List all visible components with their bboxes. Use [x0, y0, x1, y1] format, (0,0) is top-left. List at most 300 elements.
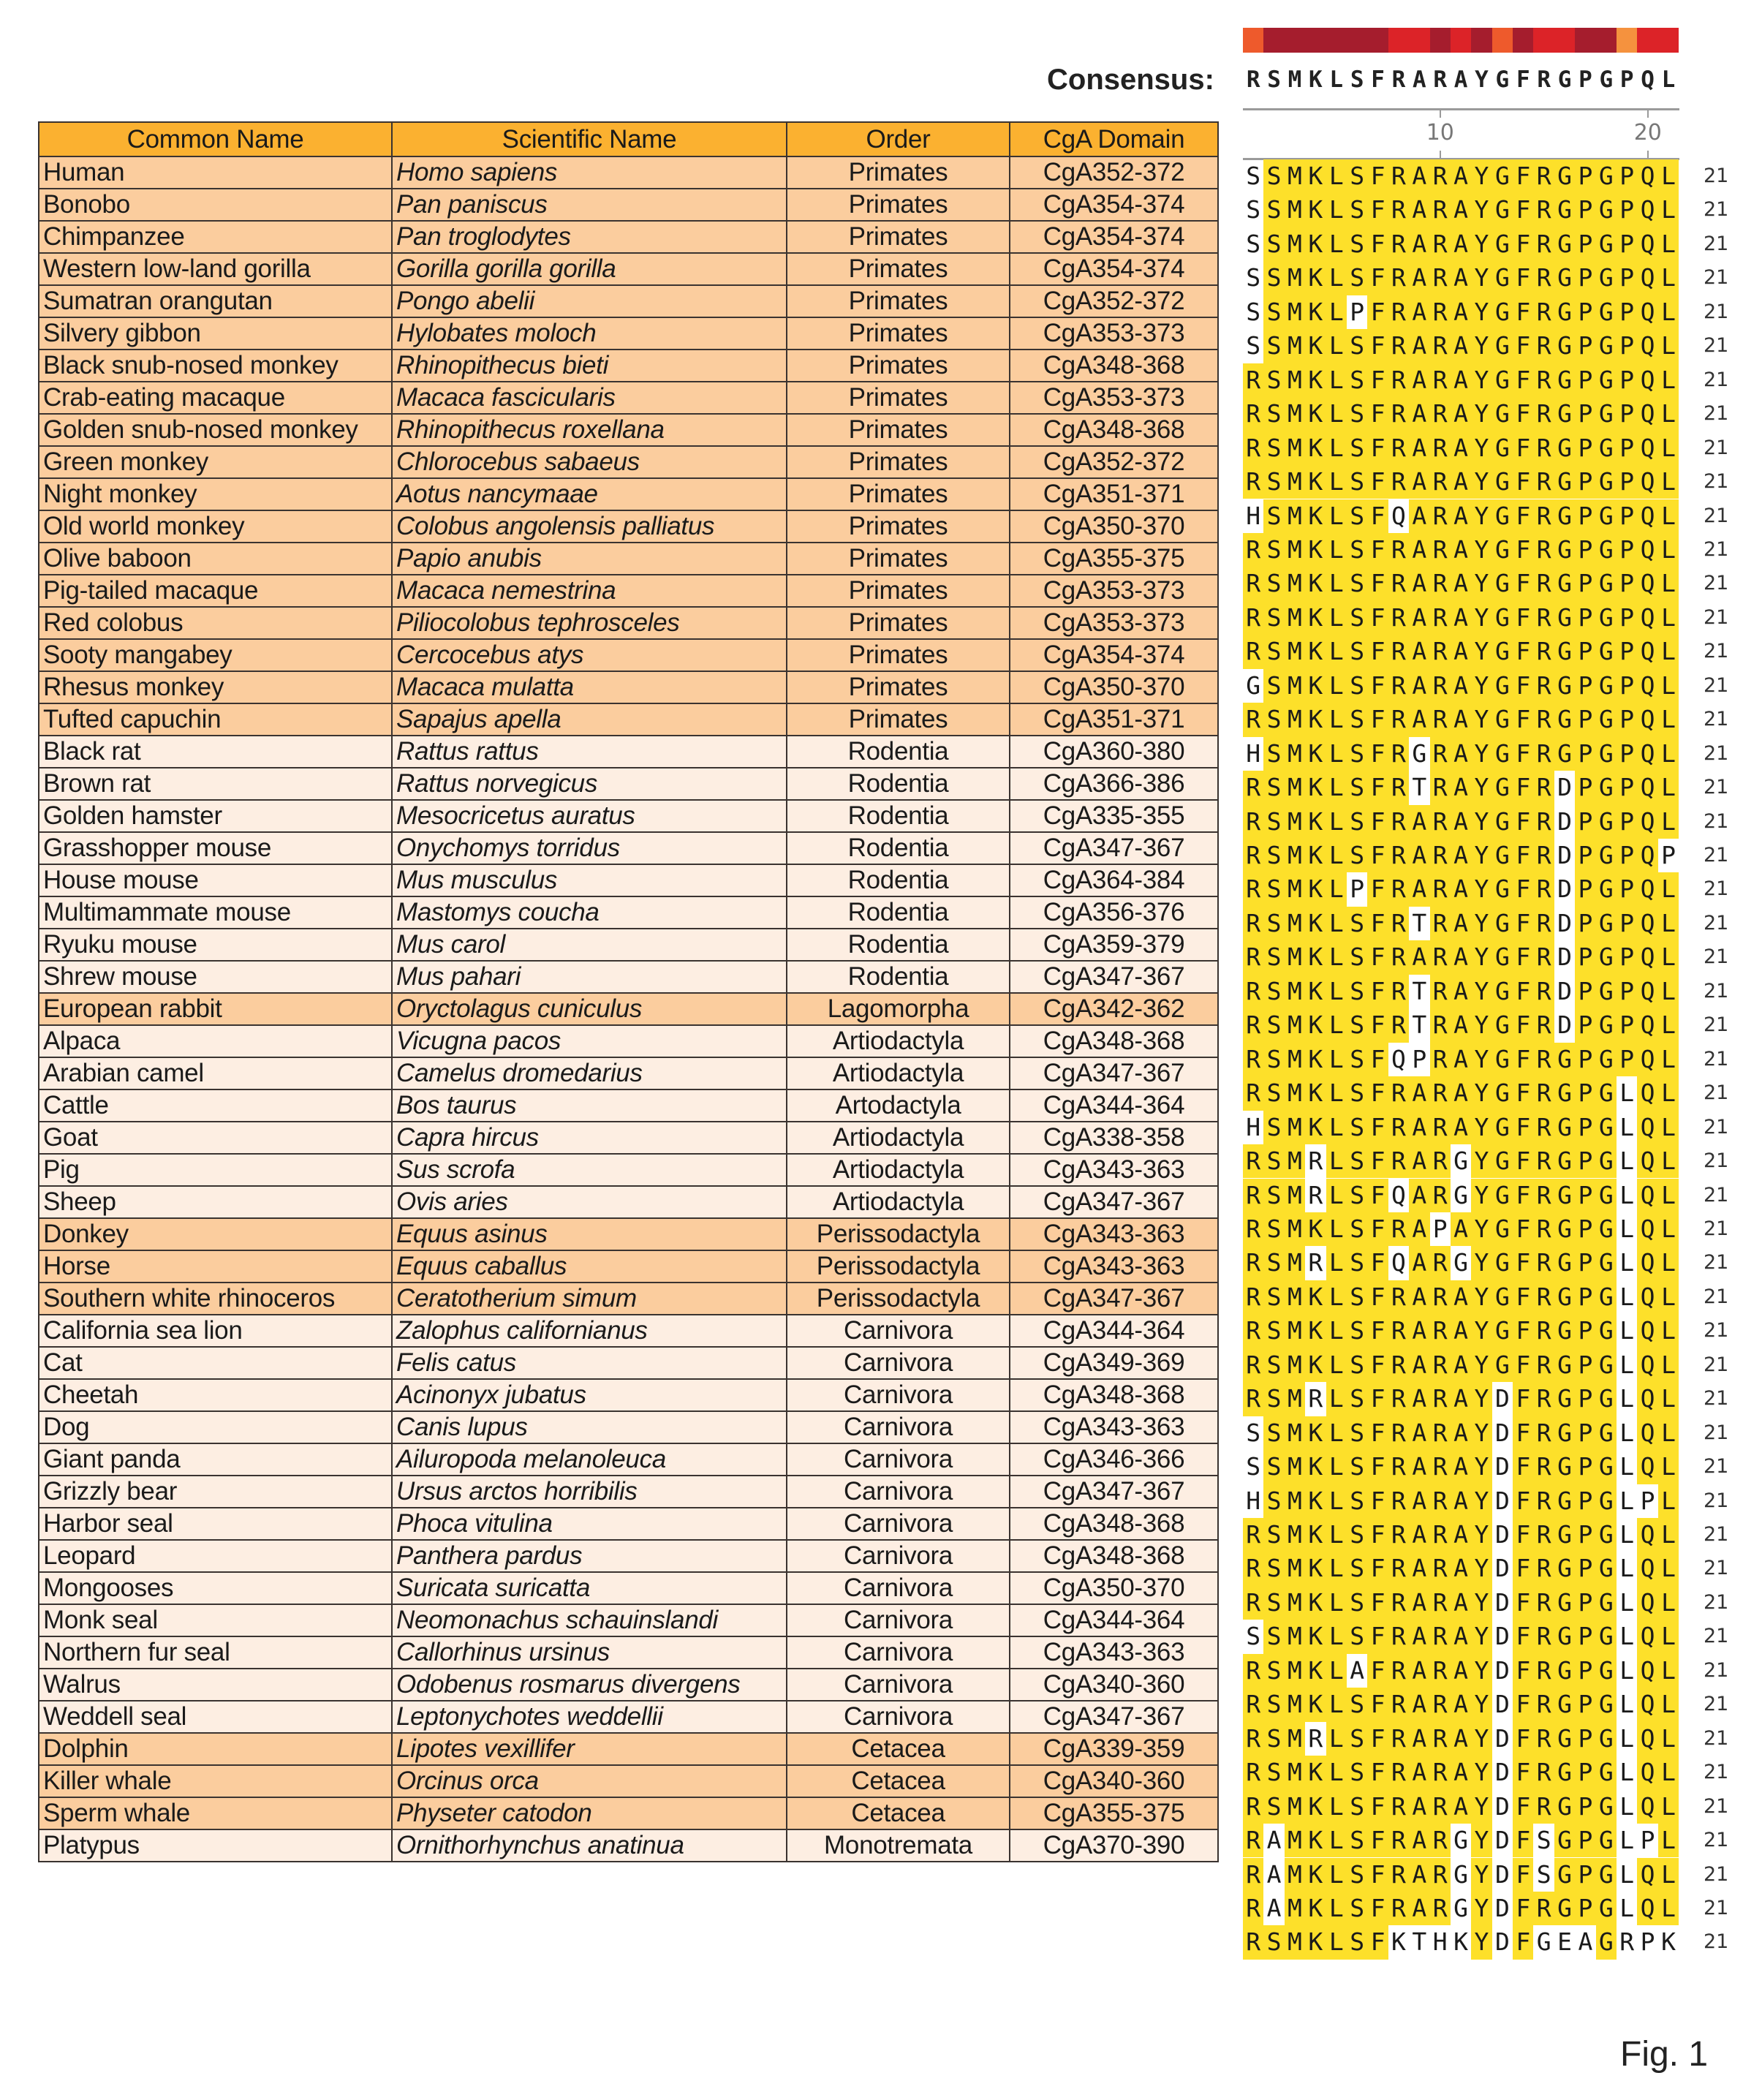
residue-match: Q: [1637, 1179, 1657, 1212]
residue-match: G: [1596, 1144, 1617, 1178]
residue-match: R: [1430, 1688, 1451, 1721]
residue-match: Y: [1471, 1450, 1491, 1484]
residue-variant: L: [1619, 1690, 1635, 1719]
consensus-residue: L: [1661, 67, 1676, 93]
cell-common-name: Walrus: [39, 1669, 392, 1701]
cell-common-name: Western low-land gorilla: [39, 253, 392, 285]
residue-match: S: [1263, 1111, 1284, 1144]
residue-variant: Q: [1391, 1248, 1406, 1277]
residue-match: S: [1263, 1450, 1284, 1484]
residue-match: A: [1451, 329, 1471, 363]
residue-match: Y: [1471, 1892, 1491, 1925]
residue-match: A: [1409, 805, 1429, 839]
residue-match: R: [1243, 1043, 1263, 1076]
residue-match: L: [1326, 1688, 1347, 1721]
residue-match: L: [1658, 1348, 1679, 1382]
residue-match: L: [1326, 1144, 1347, 1178]
residue-match: R: [1388, 1586, 1409, 1620]
table-row: [39, 1154, 1218, 1186]
residue-match: K: [1305, 669, 1326, 703]
residue-match: F: [1513, 397, 1533, 431]
residue-match: S: [1347, 635, 1367, 668]
cell-cga-domain: CgA343-363: [1010, 1636, 1218, 1669]
sequence-length: 21: [1704, 402, 1729, 426]
residue-match: P: [1617, 805, 1637, 839]
residue-match: R: [1533, 159, 1554, 193]
residue-match: Y: [1471, 295, 1491, 329]
cell-scientific-name: Gorilla gorilla gorilla: [392, 253, 787, 285]
residue-match: Q: [1637, 1892, 1657, 1925]
residue-variant: P: [1432, 1214, 1448, 1243]
residue-match: R: [1533, 703, 1554, 736]
residue-match: A: [1451, 1586, 1471, 1620]
residue-match: G: [1492, 940, 1513, 974]
cell-cga-domain: CgA347-367: [1010, 961, 1218, 993]
residue-match: S: [1347, 1756, 1367, 1789]
residue-variant: T: [1412, 1011, 1427, 1040]
residue-match: A: [1409, 635, 1429, 668]
header-cga-domain: CgA Domain: [1010, 122, 1218, 156]
residue-match: F: [1513, 261, 1533, 295]
residue-match: S: [1347, 1620, 1367, 1653]
table-row: [39, 478, 1218, 510]
residue-match: A: [1409, 397, 1429, 431]
residue-match: Y: [1471, 1416, 1491, 1450]
cell-cga-domain: CgA340-360: [1010, 1669, 1218, 1701]
residue-match: A: [1409, 193, 1429, 227]
residue-match: L: [1658, 295, 1679, 329]
residue-match: R: [1430, 1824, 1451, 1857]
residue-match: G: [1492, 669, 1513, 703]
residue-match: Q: [1637, 1552, 1657, 1585]
residue-match: R: [1388, 1416, 1409, 1450]
residue-variant: D: [1557, 807, 1572, 836]
cell-cga-domain: CgA348-368: [1010, 350, 1218, 382]
residue-match: R: [1533, 839, 1554, 872]
residue-match: A: [1409, 159, 1429, 193]
alignment-row: [1243, 1043, 1679, 1076]
residue-match: S: [1347, 1925, 1367, 1959]
residue-match: S: [1263, 1280, 1284, 1314]
header-order: Order: [787, 122, 1010, 156]
residue-match: G: [1492, 431, 1513, 465]
cell-common-name: Weddell seal: [39, 1701, 392, 1733]
residue-match: A: [1451, 1722, 1471, 1756]
residue-match: G: [1554, 1722, 1575, 1756]
residue-match: G: [1554, 1076, 1575, 1110]
residue-match: L: [1658, 1518, 1679, 1552]
residue-variant: A: [1266, 1893, 1282, 1922]
residue-match: Q: [1637, 1076, 1657, 1110]
residue-match: G: [1492, 1212, 1513, 1246]
residue-match: A: [1451, 295, 1471, 329]
residue-match: A: [1451, 1043, 1471, 1076]
cell-common-name: Chimpanzee: [39, 221, 392, 253]
cell-order: Primates: [787, 350, 1010, 382]
residue-match: A: [1409, 1111, 1429, 1144]
residue-match: G: [1492, 329, 1513, 363]
residue-match: G: [1492, 499, 1513, 533]
residue-match: S: [1263, 295, 1284, 329]
residue-match: A: [1451, 839, 1471, 872]
residue-variant: T: [1412, 773, 1427, 802]
alignment-row: [1243, 1892, 1679, 1925]
residue-variant: D: [1494, 1520, 1510, 1549]
cell-common-name: Dog: [39, 1411, 392, 1443]
cell-common-name: Silvery gibbon: [39, 317, 392, 350]
residue-match: F: [1367, 1179, 1388, 1212]
residue-match: R: [1430, 363, 1451, 397]
residue-match: M: [1285, 1416, 1305, 1450]
residue-variant: S: [1246, 263, 1261, 292]
residue-match: M: [1285, 1246, 1305, 1280]
cell-order: Primates: [787, 253, 1010, 285]
residue-match: F: [1513, 1179, 1533, 1212]
residue-match: G: [1596, 1756, 1617, 1789]
residue-match: A: [1451, 1790, 1471, 1824]
residue-match: F: [1367, 1314, 1388, 1348]
table-row: [39, 543, 1218, 575]
residue-variant: L: [1619, 1758, 1635, 1787]
residue-match: F: [1367, 737, 1388, 771]
residue-match: Q: [1637, 1858, 1657, 1892]
residue-match: A: [1409, 940, 1429, 974]
residue-match: S: [1263, 805, 1284, 839]
alignment-row: [1243, 1008, 1679, 1042]
consensus-residue: A: [1453, 67, 1468, 93]
residue-match: M: [1285, 227, 1305, 261]
residue-variant: D: [1557, 943, 1572, 972]
residue-match: Q: [1637, 397, 1657, 431]
residue-match: F: [1513, 1111, 1533, 1144]
residue-match: L: [1326, 1008, 1347, 1042]
residue-match: S: [1263, 737, 1284, 771]
residue-match: P: [1575, 1620, 1595, 1653]
cell-common-name: California sea lion: [39, 1315, 392, 1347]
sequence-length: 21: [1704, 300, 1729, 323]
residue-match: R: [1430, 1416, 1451, 1450]
cell-order: Carnivora: [787, 1508, 1010, 1540]
residue-match: R: [1430, 1892, 1451, 1925]
residue-match: G: [1596, 635, 1617, 668]
residue-variant: L: [1619, 1587, 1635, 1617]
residue-match: K: [1305, 465, 1326, 499]
cell-cga-domain: CgA351-371: [1010, 703, 1218, 736]
residue-match: R: [1388, 1212, 1409, 1246]
residue-match: R: [1430, 1790, 1451, 1824]
residue-match: G: [1554, 1450, 1575, 1484]
residue-match: G: [1554, 1416, 1575, 1450]
residue-match: S: [1263, 940, 1284, 974]
alignment-row: [1243, 1450, 1679, 1484]
residue-match: S: [1263, 261, 1284, 295]
residue-match: F: [1513, 737, 1533, 771]
residue-match: F: [1367, 431, 1388, 465]
cell-common-name: Leopard: [39, 1540, 392, 1572]
conservation-cell: [1451, 28, 1471, 53]
residue-match: L: [1326, 1043, 1347, 1076]
residue-match: M: [1285, 1484, 1305, 1518]
residue-match: F: [1513, 907, 1533, 940]
residue-match: K: [1305, 533, 1326, 567]
residue-match: L: [1658, 1144, 1679, 1178]
residue-match: F: [1367, 261, 1388, 295]
residue-match: G: [1554, 1620, 1575, 1653]
residue-match: M: [1285, 839, 1305, 872]
residue-match: R: [1430, 907, 1451, 940]
residue-match: P: [1575, 1824, 1595, 1857]
residue-variant: K: [1661, 1927, 1676, 1957]
residue-match: P: [1617, 363, 1637, 397]
residue-match: R: [1243, 567, 1263, 600]
residue-match: K: [1305, 1925, 1326, 1959]
residue-match: R: [1533, 940, 1554, 974]
residue-match: M: [1285, 1450, 1305, 1484]
residue-match: A: [1451, 397, 1471, 431]
residue-variant: D: [1494, 1418, 1510, 1447]
sequence-length: 21: [1704, 1794, 1729, 1818]
cell-scientific-name: Phoca vitulina: [392, 1508, 787, 1540]
residue-match: S: [1347, 1552, 1367, 1585]
residue-match: Y: [1471, 1212, 1491, 1246]
cell-scientific-name: Mus pahari: [392, 961, 787, 993]
table-row: [39, 993, 1218, 1025]
residue-match: S: [1263, 635, 1284, 668]
residue-match: M: [1285, 1179, 1305, 1212]
residue-match: L: [1326, 1246, 1347, 1280]
residue-match: L: [1658, 363, 1679, 397]
residue-match: S: [1347, 1076, 1367, 1110]
residue-variant: L: [1619, 1826, 1635, 1855]
sequence-length: 21: [1704, 1625, 1729, 1648]
residue-match: L: [1326, 159, 1347, 193]
residue-match: M: [1285, 261, 1305, 295]
residue-match: A: [1409, 1756, 1429, 1789]
cell-common-name: Horse: [39, 1250, 392, 1283]
residue-match: R: [1430, 1314, 1451, 1348]
residue-variant: L: [1619, 1723, 1635, 1753]
residue-match: G: [1492, 261, 1513, 295]
position-ruler: [1243, 108, 1679, 161]
residue-match: R: [1430, 601, 1451, 635]
residue-match: K: [1305, 397, 1326, 431]
residue-match: M: [1285, 431, 1305, 465]
residue-match: F: [1367, 1416, 1388, 1450]
residue-match: A: [1409, 567, 1429, 600]
residue-match: L: [1326, 1111, 1347, 1144]
residue-match: S: [1263, 1212, 1284, 1246]
residue-match: S: [1347, 601, 1367, 635]
residue-match: L: [1658, 499, 1679, 533]
residue-match: S: [1263, 159, 1284, 193]
residue-match: L: [1326, 533, 1347, 567]
sequence-length: 21: [1704, 470, 1729, 494]
residue-match: R: [1243, 1722, 1263, 1756]
cell-cga-domain: CgA350-370: [1010, 671, 1218, 703]
table-row: [39, 510, 1218, 543]
residue-match: F: [1513, 839, 1533, 872]
residue-match: P: [1575, 1450, 1595, 1484]
residue-match: A: [1451, 771, 1471, 804]
residue-match: R: [1243, 1518, 1263, 1552]
table-row: [39, 1540, 1218, 1572]
residue-match: A: [1451, 1654, 1471, 1688]
cell-cga-domain: CgA356-376: [1010, 896, 1218, 929]
residue-match: L: [1326, 1450, 1347, 1484]
residue-variant: D: [1494, 1791, 1510, 1821]
residue-match: G: [1596, 1654, 1617, 1688]
residue-match: K: [1305, 193, 1326, 227]
residue-match: Q: [1637, 499, 1657, 533]
sequence-length: 21: [1704, 1251, 1729, 1274]
residue-match: M: [1285, 1925, 1305, 1959]
residue-match: F: [1367, 703, 1388, 736]
table-row: [39, 800, 1218, 832]
residue-match: R: [1388, 295, 1409, 329]
residue-match: Y: [1471, 771, 1491, 804]
cell-scientific-name: Mastomys coucha: [392, 896, 787, 929]
cell-common-name: Old world monkey: [39, 510, 392, 543]
residue-match: R: [1243, 635, 1263, 668]
cell-cga-domain: CgA339-359: [1010, 1733, 1218, 1765]
residue-match: G: [1554, 533, 1575, 567]
residue-match: P: [1575, 1756, 1595, 1789]
cell-common-name: Dolphin: [39, 1733, 392, 1765]
sequence-length: 21: [1704, 198, 1729, 222]
residue-match: M: [1285, 872, 1305, 906]
residue-match: G: [1554, 499, 1575, 533]
residue-match: M: [1285, 1144, 1305, 1178]
sequence-length: 21: [1704, 1285, 1729, 1308]
table-row: [39, 1604, 1218, 1636]
residue-match: G: [1554, 1043, 1575, 1076]
residue-match: F: [1367, 1824, 1388, 1857]
residue-match: L: [1326, 1552, 1347, 1585]
residue-match: P: [1617, 465, 1637, 499]
residue-match: F: [1513, 193, 1533, 227]
residue-match: R: [1533, 1314, 1554, 1348]
residue-match: L: [1658, 567, 1679, 600]
residue-match: Q: [1637, 1382, 1657, 1416]
cell-common-name: Olive baboon: [39, 543, 392, 575]
residue-match: A: [1451, 1111, 1471, 1144]
conservation-cell: [1471, 28, 1491, 53]
cell-common-name: Sooty mangabey: [39, 639, 392, 671]
cell-order: Perissodactyla: [787, 1283, 1010, 1315]
residue-match: R: [1243, 872, 1263, 906]
residue-match: M: [1285, 635, 1305, 668]
residue-match: L: [1658, 465, 1679, 499]
residue-match: S: [1263, 1790, 1284, 1824]
residue-match: A: [1409, 1382, 1429, 1416]
table-row: [39, 156, 1218, 189]
residue-match: P: [1575, 1484, 1595, 1518]
residue-match: G: [1596, 227, 1617, 261]
residue-variant: P: [1640, 1826, 1655, 1855]
residue-match: M: [1285, 465, 1305, 499]
residue-match: A: [1409, 1179, 1429, 1212]
ruler-tick: [1440, 151, 1441, 158]
residue-match: R: [1533, 193, 1554, 227]
cell-common-name: Cat: [39, 1347, 392, 1379]
residue-match: R: [1243, 1925, 1263, 1959]
residue-match: F: [1513, 1416, 1533, 1450]
residue-match: P: [1575, 363, 1595, 397]
residue-match: G: [1492, 1008, 1513, 1042]
alignment-row: [1243, 397, 1679, 431]
residue-match: R: [1533, 499, 1554, 533]
residue-match: R: [1388, 669, 1409, 703]
residue-match: P: [1575, 329, 1595, 363]
conservation-cell: [1533, 28, 1554, 53]
sequence-length: 21: [1704, 1523, 1729, 1546]
residue-match: K: [1305, 1280, 1326, 1314]
residue-match: Y: [1471, 261, 1491, 295]
residue-match: Y: [1471, 1144, 1491, 1178]
cell-order: Rodentia: [787, 864, 1010, 896]
residue-match: R: [1243, 1179, 1263, 1212]
residue-match: S: [1347, 1043, 1367, 1076]
alignment-row: [1243, 1858, 1679, 1892]
residue-match: S: [1347, 1858, 1367, 1892]
residue-match: F: [1513, 499, 1533, 533]
residue-match: L: [1326, 1348, 1347, 1382]
cell-common-name: Shrew mouse: [39, 961, 392, 993]
residue-match: S: [1347, 533, 1367, 567]
cell-scientific-name: Rattus rattus: [392, 736, 787, 768]
residue-match: P: [1617, 261, 1637, 295]
cell-scientific-name: Ceratotherium simum: [392, 1283, 787, 1315]
residue-match: Q: [1637, 1246, 1657, 1280]
residue-match: G: [1492, 635, 1513, 668]
cell-scientific-name: Onychomys torridus: [392, 832, 787, 864]
residue-match: Y: [1471, 1925, 1491, 1959]
residue-match: G: [1554, 737, 1575, 771]
residue-variant: R: [1308, 1180, 1323, 1209]
residue-match: G: [1554, 1790, 1575, 1824]
residue-match: R: [1388, 1484, 1409, 1518]
residue-match: R: [1243, 1688, 1263, 1721]
residue-match: G: [1554, 567, 1575, 600]
residue-match: F: [1367, 1586, 1388, 1620]
residue-match: R: [1388, 1552, 1409, 1585]
residue-match: P: [1617, 1043, 1637, 1076]
residue-match: Q: [1637, 1654, 1657, 1688]
residue-match: S: [1263, 431, 1284, 465]
residue-match: P: [1575, 1892, 1595, 1925]
residue-match: L: [1326, 1518, 1347, 1552]
cell-order: Carnivora: [787, 1701, 1010, 1733]
residue-match: F: [1367, 1246, 1388, 1280]
table-row: [39, 736, 1218, 768]
residue-match: Q: [1637, 1722, 1657, 1756]
residue-match: S: [1347, 227, 1367, 261]
table-row: [39, 1636, 1218, 1669]
residue-match: R: [1243, 1348, 1263, 1382]
table-row: [39, 1025, 1218, 1057]
residue-match: R: [1533, 1144, 1554, 1178]
residue-match: Q: [1637, 329, 1657, 363]
residue-match: Y: [1471, 839, 1491, 872]
residue-match: S: [1263, 907, 1284, 940]
residue-match: R: [1388, 1076, 1409, 1110]
residue-match: R: [1430, 1450, 1451, 1484]
alignment-row: [1243, 1144, 1679, 1178]
residue-match: L: [1658, 1179, 1679, 1212]
residue-match: G: [1596, 159, 1617, 193]
alignment-row: [1243, 975, 1679, 1008]
residue-match: Y: [1471, 1620, 1491, 1653]
